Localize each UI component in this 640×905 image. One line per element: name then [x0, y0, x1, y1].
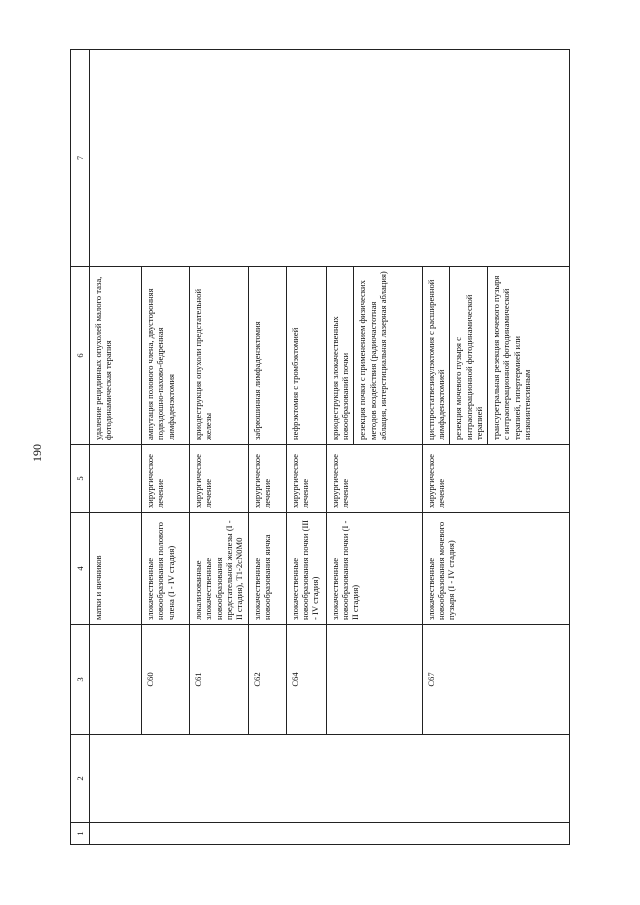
header-col-6: 6 [71, 267, 90, 445]
treatment-cell [90, 445, 142, 513]
col7-cell [90, 50, 570, 267]
treatment-table [70, 49, 570, 845]
treatment-cell: хирургическое лечение [142, 445, 190, 513]
model-cell: злокачественные новообразования полового члена (I - IV стадия) [142, 513, 190, 625]
header-col-4: 4 [71, 513, 90, 625]
code-cell [90, 625, 142, 735]
header-col-5: 5 [71, 445, 90, 513]
method-cell: ампутация полового члена, двусторонняя подвздошно-пахово-бедренная лимфаденэктомия [142, 267, 190, 445]
model-cell: матки и яичников [90, 513, 142, 625]
code-cell: C62 [248, 625, 286, 735]
treatment-cell: хирургическое лечение [248, 445, 286, 513]
col2-cell [90, 735, 570, 823]
treatment-cell: хирургическое лечение [190, 445, 249, 513]
header-col-1: 1 [71, 823, 90, 845]
code-cell: C64 [286, 625, 326, 735]
treatment-cell: хирургическое лечение [286, 445, 326, 513]
header-col-3: 3 [71, 625, 90, 735]
method-item: резекция почки с применением физических методов воздействия (радиочастотная аблация, интерстициальная лазерная аблация) [353, 267, 391, 444]
method-item: трансуретральная резекция мочевого пузыря с интраоперационной фотодинамической терапией, гипертермией или низкоинтенсивным [487, 267, 535, 444]
code-cell [326, 625, 422, 735]
code-cell: C60 [142, 625, 190, 735]
header-row [71, 50, 90, 845]
code-cell: C67 [422, 625, 569, 735]
model-cell: злокачественные новообразования яичка [248, 513, 286, 625]
method-cell: нефрэктомия с тромбэктомией [286, 267, 326, 445]
col1-cell [90, 823, 570, 845]
model-cell: злокачественные новообразования мочевого пузыря (I - IV стадия) [422, 513, 569, 625]
model-cell: злокачественные новообразования почки (I - II стадия) [326, 513, 422, 625]
method-item: резекция мочевого пузыря с интраоперационной фотодинамической терапией [449, 267, 487, 444]
code-cell: C61 [190, 625, 249, 735]
treatment-cell: хирургическое лечение [326, 445, 422, 513]
rotated-table-wrapper [70, 50, 570, 845]
method-cell: криодеструкция опухоли предстательной железы [190, 267, 249, 445]
header-col-7: 7 [71, 50, 90, 267]
method-cell [422, 267, 569, 445]
method-cell: забрюшинная лимфаденэктомия [248, 267, 286, 445]
treatment-cell: хирургическое лечение [422, 445, 569, 513]
model-cell: локализованные злокачественные новообразования предстательной железы (I - II стадия), T1-2cN0M0 [190, 513, 249, 625]
page-number: 190 [30, 444, 44, 462]
model-cell: злокачественные новообразования почки (III - IV стадия) [286, 513, 326, 625]
method-cell: удаление рецидивных опухолей малого таза, фотодинамическая терапия [90, 267, 142, 445]
table-row [90, 50, 142, 845]
header-col-2: 2 [71, 735, 90, 823]
method-cell [326, 267, 422, 445]
method-item: криодеструкция злокачественных новообразований почки [329, 316, 350, 440]
method-item: цистпростатвезикулэктомия с расширенной лимфаденэктомией [425, 279, 446, 440]
